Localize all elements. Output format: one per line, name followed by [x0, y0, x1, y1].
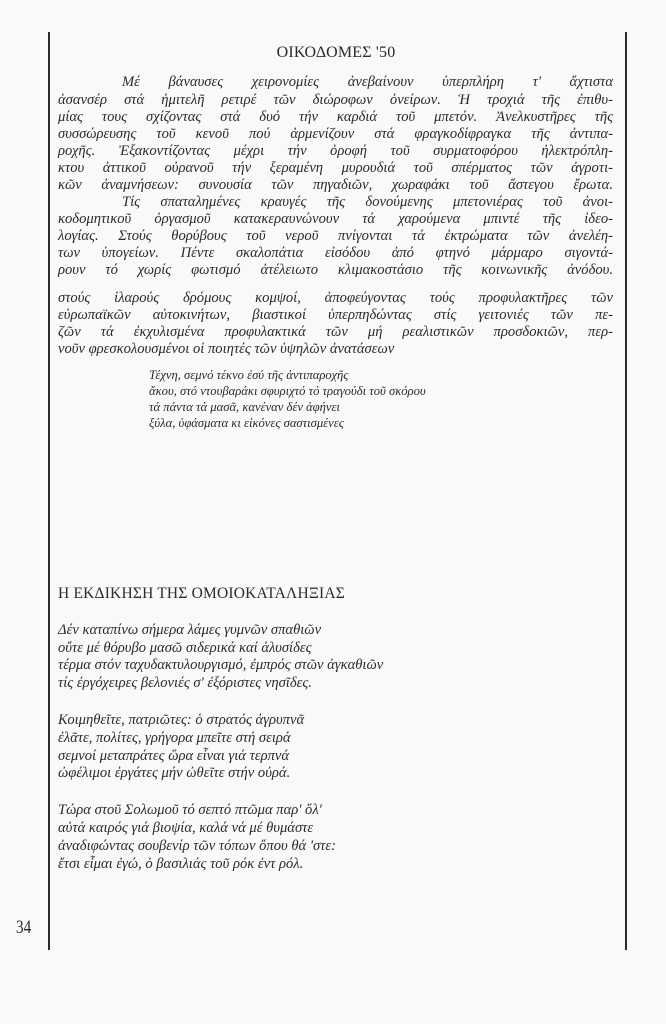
stanza-line: τίς ἐργόχειρες βελονιές σ' ἐξόριστες νησῖδες.	[58, 675, 312, 691]
prose-line: ροχῆς. Ἐξακοντίζοντας μέχρι τήν ὀροφή τοῦ συρματοφόρου ἠλεκτρόπλη-	[58, 143, 613, 159]
verse-line: ξύλα, ὑφάσματα κι εἰκόνες σαστισμένες	[149, 416, 344, 430]
prose-line: λογίας. Στούς θορύβους τοῦ νεροῦ πνίγονται τά ἐκτρώματα τῶν ἀνελέη-	[58, 228, 613, 244]
verse-line: ἄκου, στό ντουβαράκι σφυριχτό τό τραγούδι τοῦ σκόρου	[149, 384, 426, 398]
prose-line: στούς ἱλαρούς δρόμους κομψοί, ἀποφεύγοντας τούς προφυλακτῆρες τῶν	[58, 290, 613, 306]
poem-title: Η ΕΚΔΙΚΗΣΗ ΤΗΣ ΟΜΟΙΟΚΑΤΑΛΗΞΙΑΣ	[58, 585, 346, 602]
prose-line: κοδομητικοῦ ὀργασμοῦ κατακεραυνώνουν τά χαρούμενα μπιντέ τῆς ἰδεο-	[58, 211, 613, 227]
prose-line: ζῶν τά ἐκχυλισμένα προφυλακτικά τῶν μή ρεαλιστικῶν προσδοκιῶν, περ-	[58, 324, 613, 340]
left-margin-rule	[48, 32, 50, 950]
prose-line: εὐρωπαϊκῶν αὐτοκινήτων, βιαστικοί ὑπερπηδώντας στίς γειτονιές τῶν πε-	[58, 307, 613, 323]
prose-line: Τίς σπαταλημένες κραυγές τῆς δονούμενης μπετονιέρας τοῦ ἀνοι-	[122, 194, 613, 210]
verse-line: Τέχνη, σεμνό τέκνο ἐσύ τῆς ἀντιπαροχῆς	[149, 368, 349, 382]
prose-line: νοῦν φρεσκολουσμένοι οἱ ποιητές τῶν ὑψηλῶν ἀνατάσεων	[58, 341, 395, 357]
stanza-line: αὐτά καιρός γιά βιοψία, καλά νά μέ θυμάστε	[58, 820, 314, 836]
prose-line: κῶν ἀναμνήσεων: συνουσία τῶν πηγαδιῶν, χωραφάκι τοῦ ἄστεγου ἔρωτα.	[58, 177, 613, 193]
section-title: ΟΙΚΟΔΟΜΕΣ '50	[276, 44, 396, 61]
stanza-line: οὔτε μέ θόρυβο μασῶ σιδερικά καί ἁλυσίδες	[58, 640, 312, 656]
verse-line: τά πάντα τά μασᾶ, κανέναν δέν ἀφήνει	[149, 400, 340, 414]
page-number: 34	[16, 917, 32, 938]
stanza-line: ἀναδιφώντας σουβενίρ τῶν τόπων ὅπου θά 'στε:	[58, 838, 337, 854]
prose-line: Μέ βάναυσες χειρονομίες ἀνεβαίνουν ὑπερπλήρη τ' ἄχτιστα	[122, 74, 613, 90]
prose-line: ἀσανσέρ στά ἡμιτελῆ ρετιρέ τῶν διώροφων ὀνείρων. Ἡ τροχιά τῆς ἐπιθυ-	[58, 92, 613, 108]
prose-line: κτου ἀττικοῦ οὐρανοῦ τήν ξεραμένη μυρουδιά τοῦ σπέρματος τῶν ἀγροτι-	[58, 160, 613, 176]
stanza-line: ἔτσι εἶμαι ἐγώ, ὁ βασιλιάς τοῦ ρόκ ἐντ ρόλ.	[58, 856, 304, 872]
stanza-line: ὠφέλιμοι ἐργάτες μήν ὠθεῖτε στήν οὐρά.	[58, 765, 291, 781]
prose-line: των ὑπογείων. Πέντε σκαλοπάτια εἰσόδου ἀπό φτηνό μάρμαρο σιγοντά-	[58, 245, 613, 261]
prose-line: συσσώρευσης τοῦ κενοῦ πού ἀρμενίζουν στά φραγκοδίφραγκα τῆς ἀντιπα-	[58, 126, 613, 142]
stanza-line: σεμνοί μεταπράτες ὥρα εἶναι γιά τερπνά	[58, 748, 290, 764]
stanza-line: Δέν καταπίνω σήμερα λάμες γυμνῶν σπαθιῶν	[58, 622, 322, 638]
stanza-line: Τώρα στοῦ Σολωμοῦ τό σεπτό πτῶμα παρ' ὅλ'	[58, 802, 322, 818]
right-margin-rule	[625, 32, 627, 950]
prose-line: μίας τους σχίζοντας στά δυό τήν καρδιά τοῦ μπετόν. Ἀνελκυστῆρες τῆς	[58, 109, 613, 125]
stanza-line: ἐλᾶτε, πολίτες, γρήγορα μπεῖτε στή σειρά	[58, 730, 291, 746]
prose-line: ρουν τό χωρίς φωτισμό ἀτέλειωτο κλιμακοστάσιο τῆς κοινωνικῆς ἀνόδου.	[58, 262, 613, 278]
stanza-line: Κοιμηθεῖτε, πατριῶτες: ὁ στρατός ἀγρυπνᾶ	[58, 712, 305, 728]
stanza-line: τέρμα στόν ταχυδακτυλουργισμό, ἐμπρός στῶν ἀγκαθιῶν	[58, 657, 384, 673]
